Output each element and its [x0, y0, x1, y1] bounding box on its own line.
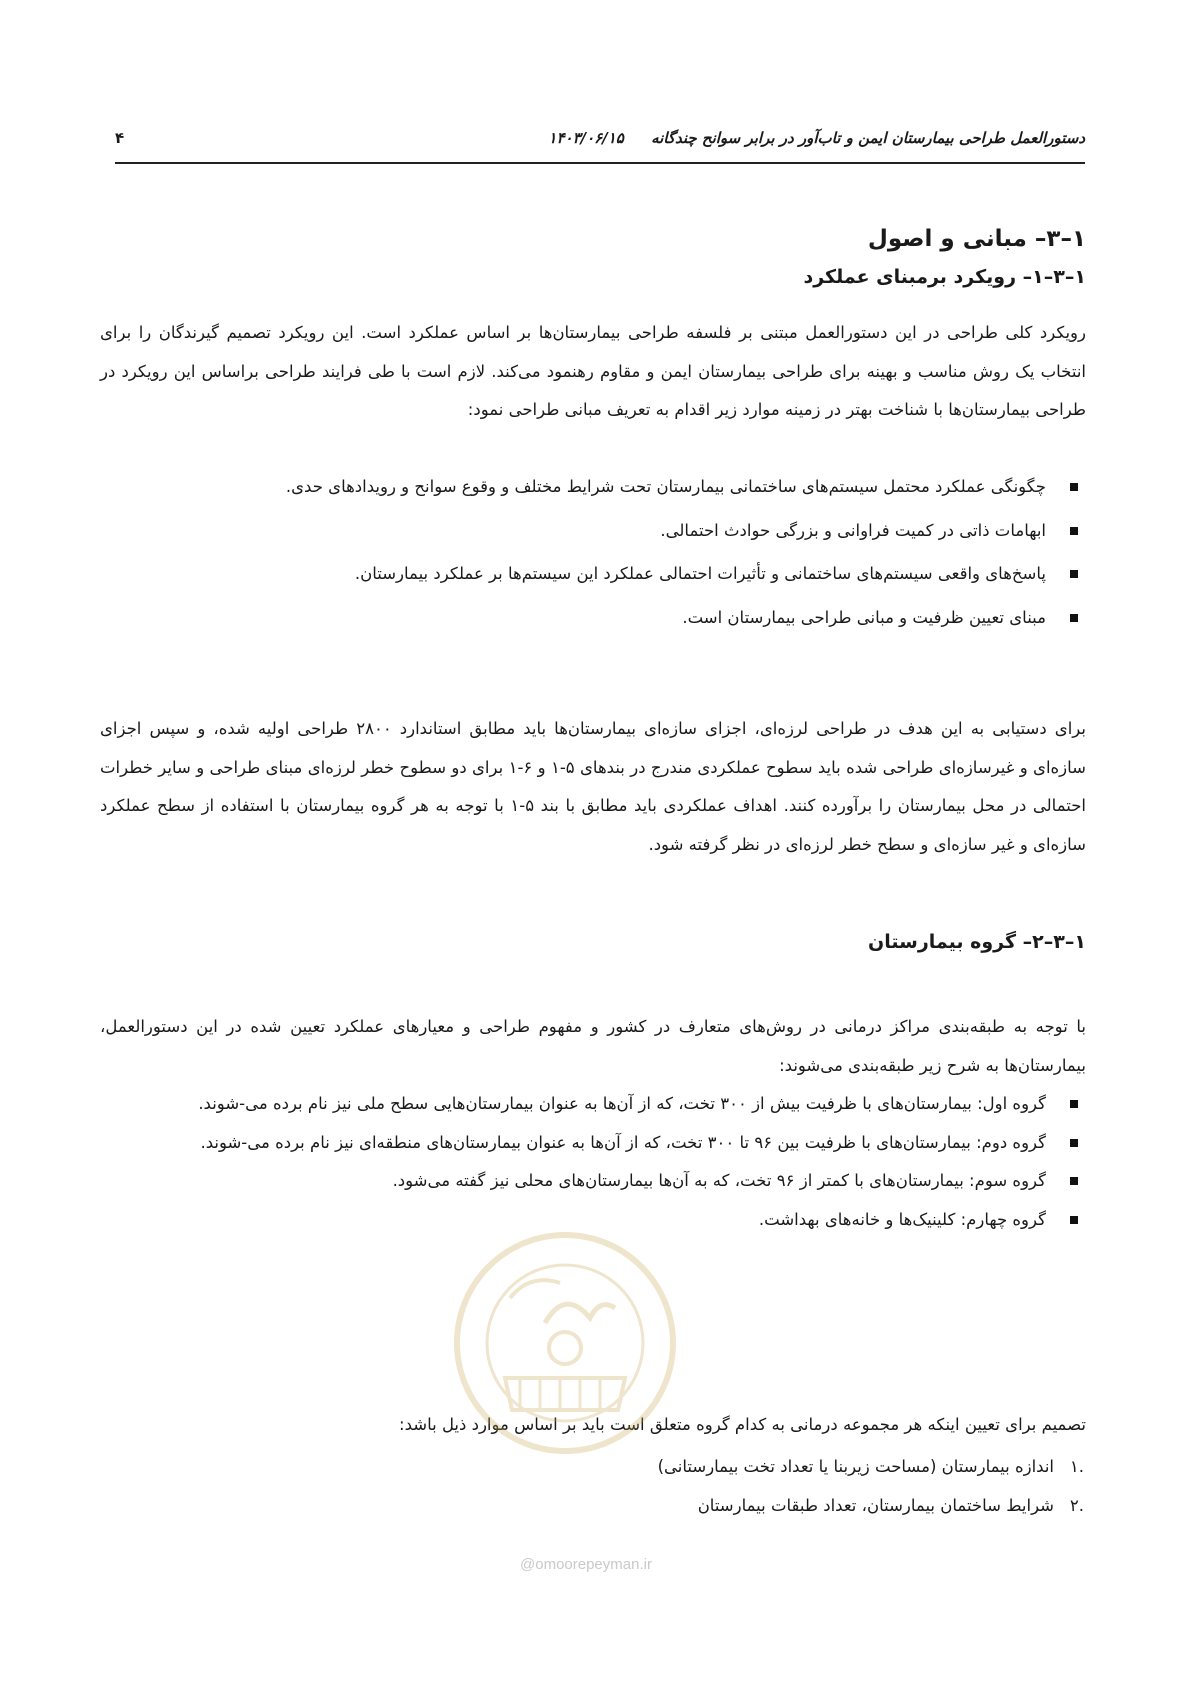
bullet-marker: [1070, 1100, 1078, 1108]
bullet-marker: [1070, 527, 1078, 535]
performance-intro-paragraph: رویکرد کلی طراحی در این دستورالعمل مبتنی بر فلسفه طراحی بیمارستان‌ها بر اساس عملکرد است. این رویکرد تصمیم گیرندگان را برای انتخاب یک روش مناسب و بهینه برای طراحی بیمارستان ایمن و مقاوم رهنمود می‌کند. لازم است با طی فرایند طراحی براساس این رویکرد در طراحی بیمارستان‌ها با شناخت بهتر در زمینه موارد زیر اقدام به تعریف مبانی طراحی نمود:: [100, 323, 1086, 419]
subsection-heading-hospital-group: ۱–۳–۲– گروه بیمارستان: [868, 931, 1086, 953]
hospital-group-intro-paragraph: با توجه به طبقه‌بندی مراکز درمانی در روش‌های متعارف در کشور و مفهوم طراحی و معیارهای عملکرد تعیین شده در این دستورالعمل، بیمارستان‌ها به شرح زیر طبقه‌بندی می‌شوند:: [100, 1017, 1086, 1075]
list-item: ابهامات ذاتی در کمیت فراوانی و بزرگی حوادث احتمالی.: [100, 512, 1086, 551]
bullet-marker: [1070, 1177, 1078, 1185]
list-item: .۱ اندازه بیمارستان (مساحت زیربنا یا تعداد تخت بیمارستانی): [657, 1457, 1084, 1476]
header-date: ۱۴۰۳/۰۶/۱۵: [548, 129, 624, 147]
watermark-url: @omoorepeyman.ir: [520, 1556, 652, 1573]
running-header: [115, 128, 1085, 164]
classification-criteria-list: [100, 1448, 1086, 1525]
seismic-design-paragraph: برای دستیابی به این هدف در طراحی لرزه‌ای، اجزای سازه‌ای بیمارستان‌ها باید مطابق استاندارد ۲۸۰۰ طراحی اولیه شده، و سپس اجزای سازه‌ای و غیرسازه‌ای طراحی شده باید سطوح عملکردی مندرج در بندهای ۵-۱ و ۶-۱ برای دو سطوح خطر لرزه‌ای مبنای طراحی و سایر خطرات احتمالی در محل بیمارستان را برآورده کنند. اهداف عملکردی باید مطابق با بند ۵-۱ با توجه به هر گروه بیمارستان با استفاده از سطح عملکرد سازه‌ای و غیر سازه‌ای و سطح خطر لرزه‌ای در نظر گرفته شود.: [100, 719, 1086, 854]
list-item: پاسخ‌های واقعی سیستم‌های ساختمانی و تأثیرات احتمالی عملکرد این سیستم‌ها بر عملکرد بیمارستان.: [100, 555, 1086, 594]
bullet-marker: [1070, 1139, 1078, 1147]
bullet-marker: [1070, 1216, 1078, 1224]
header-title-line: [548, 128, 1085, 148]
list-item: .۲ شرایط ساختمان بیمارستان، تعداد طبقات بیمارستان: [697, 1495, 1084, 1515]
list-item: چگونگی عملکرد محتمل سیستم‌های ساختمانی بیمارستان تحت شرایط مختلف و وقوع سوانح و رویدادهای حدی.: [100, 468, 1086, 507]
watermark-logo: [450, 1228, 680, 1458]
section-heading: ۱–۳– مبانی و اصول: [867, 226, 1086, 252]
hospital-group-bullet-list: [100, 1085, 1086, 1239]
list-item: گروه دوم: بیمارستان‌های با ظرفیت بین ۹۶ تا ۳۰۰ تخت، که از آن‌ها به عنوان بیمارستان‌های منطقه‌ای نیز نام برده می-شوند.: [100, 1124, 1086, 1163]
subsection-heading-performance: ۱–۳–۱– رویکرد برمبنای عملکرد: [803, 266, 1086, 288]
list-item: گروه سوم: بیمارستان‌های با کمتر از ۹۶ تخت، که به آن‌ها بیمارستان‌های محلی نیز گفته می‌شود.: [100, 1162, 1086, 1201]
classification-criteria-paragraph: تصمیم برای تعیین اینکه هر مجموعه درمانی به کدام گروه متعلق است باید بر اساس موارد ذیل باشد:: [399, 1415, 1086, 1434]
list-item: مبنای تعیین ظرفیت و مبانی طراحی بیمارستان است.: [100, 599, 1086, 638]
bullet-marker: [1070, 570, 1078, 578]
bullet-marker: [1070, 614, 1078, 622]
performance-bullet-list: [100, 468, 1086, 642]
list-item: گروه اول: بیمارستان‌های با ظرفیت بیش از ۳۰۰ تخت، که از آن‌ها به عنوان بیمارستان‌هایی سطح ملی نیز نام برده می-شوند.: [100, 1085, 1086, 1124]
bullet-marker: [1070, 483, 1078, 491]
header-title: دستورالعمل طراحی بیمارستان ایمن و تاب‌آور در برابر سوانح چندگانه: [651, 129, 1085, 147]
list-item: گروه چهارم: کلینیک‌ها و خانه‌های بهداشت.: [100, 1201, 1086, 1240]
page-number: ۴: [115, 129, 125, 147]
